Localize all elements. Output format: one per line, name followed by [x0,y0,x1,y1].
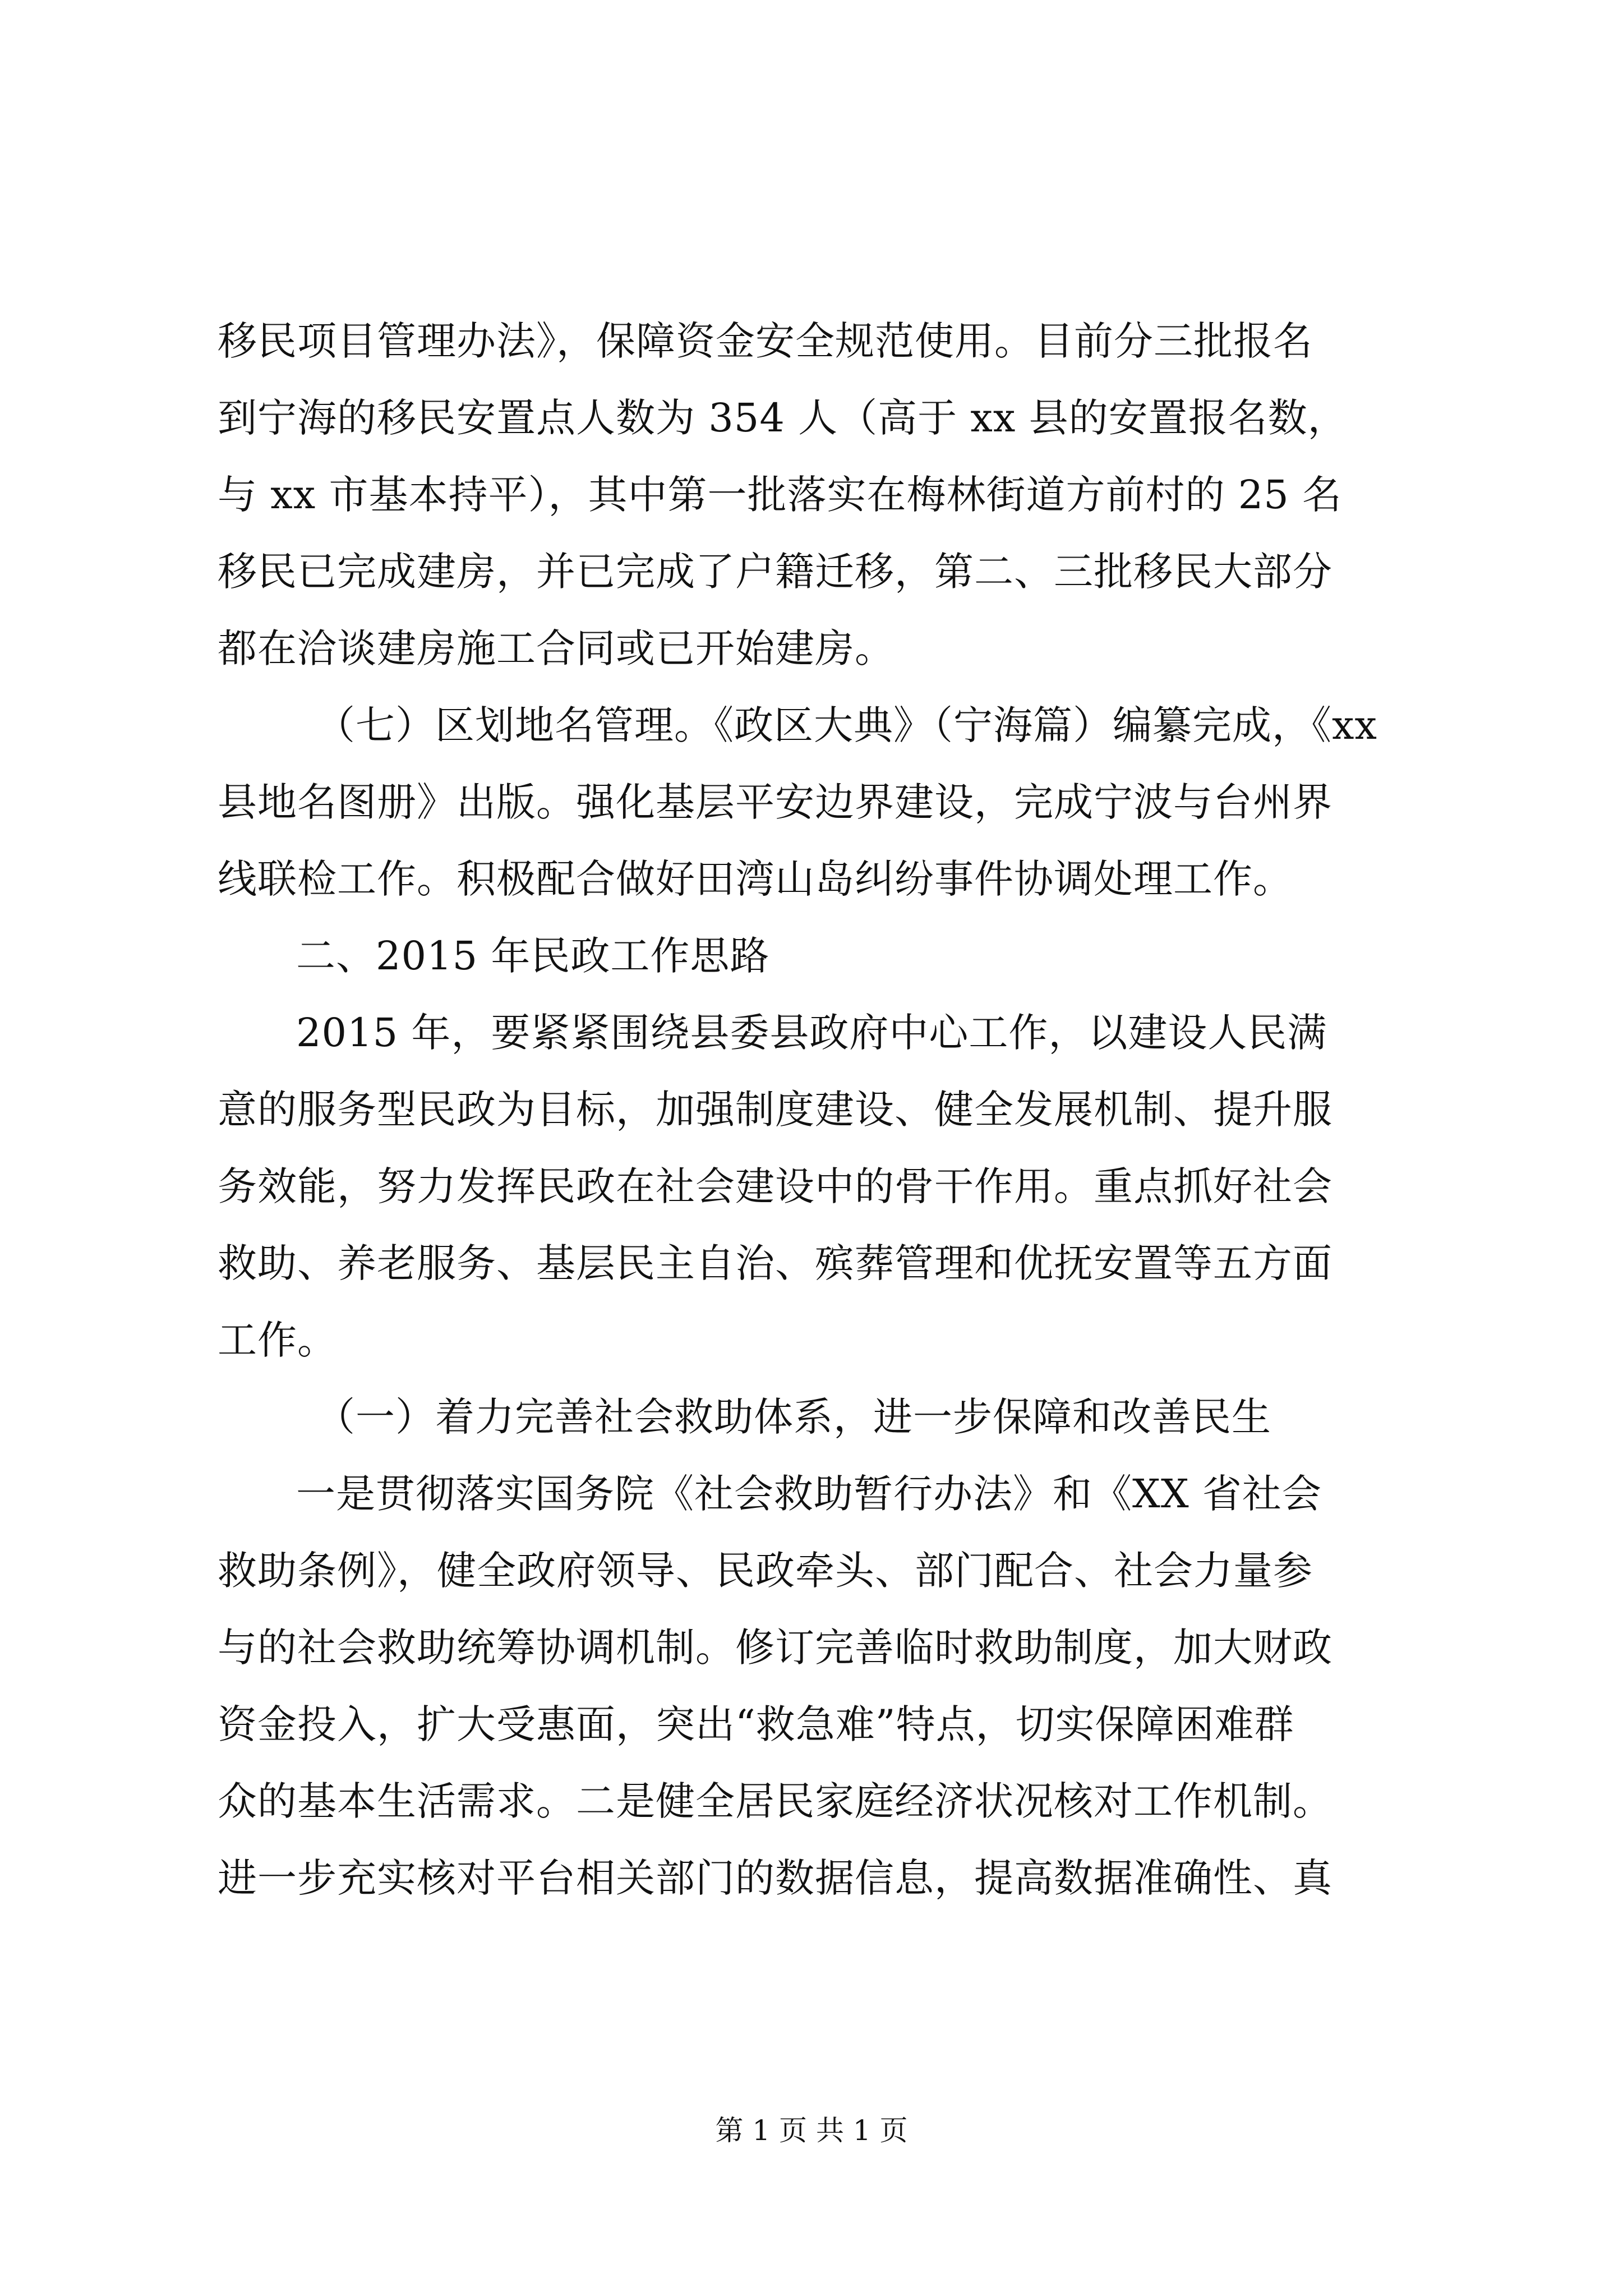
section-heading: （七）区划地名管理。《政区大典》（宁海篇）编纂完成，《xx [316,702,1377,748]
text-line: 救助条例》，健全政府领导、民政牵头、部门配合、社会力量参 [218,1548,1313,1594]
text-line: 工作。 [218,1317,337,1363]
text-line: 资金投入，扩大受惠面，突出“救急难”特点，切实保障困难群 [218,1701,1294,1747]
subsection-heading: （一）着力完善社会救助体系，进一步保障和改善民生 [316,1394,1271,1440]
text-line: 移民项目管理办法》，保障资金安全规范使用。目前分三批报名 [218,318,1313,364]
document-body [218,303,1423,1917]
text-line: 移民已完成建房，并已完成了户籍迁移，第二、三批移民大部分 [218,549,1332,595]
section-heading: 二、2015 年民政工作思路 [296,933,770,979]
text-line: 与 xx 市基本持平），其中第一批落实在梅林街道方前村的 25 名 [218,472,1343,518]
text-line: 意的服务型民政为目标，加强制度建设、健全发展机制、提升服 [218,1087,1332,1133]
text-line: 县地名图册》出版。强化基层平安边界建设，完成宁波与台州界 [218,779,1332,825]
paragraph-start: 2015 年，要紧紧围绕县委县政府中心工作，以建设人民满 [296,1010,1327,1056]
text-line: 与的社会救助统筹协调机制。修订完善临时救助制度，加大财政 [218,1625,1332,1671]
text-line: 众的基本生活需求。二是健全居民家庭经济状况核对工作机制。 [218,1778,1332,1824]
text-line: 都在洽谈建房施工合同或已开始建房。 [218,625,895,671]
text-line: 到宁海的移民安置点人数为 354 人（高于 xx 县的安置报名数， [218,395,1348,441]
paragraph-start: 一是贯彻落实国务院《社会救助暂行办法》和《XX 省社会 [296,1471,1322,1517]
text-line: 救助、养老服务、基层民主自治、殡葬管理和优抚安置等五方面 [218,1240,1332,1286]
page-footer: 第 1 页 共 1 页 [715,2114,908,2147]
text-line: 线联检工作。积极配合做好田湾山岛纠纷事件协调处理工作。 [218,856,1293,902]
text-line: 进一步充实核对平台相关部门的数据信息，提高数据准确性、真 [218,1855,1332,1901]
text-line: 务效能，努力发挥民政在社会建设中的骨干作用。重点抓好社会 [218,1163,1332,1209]
